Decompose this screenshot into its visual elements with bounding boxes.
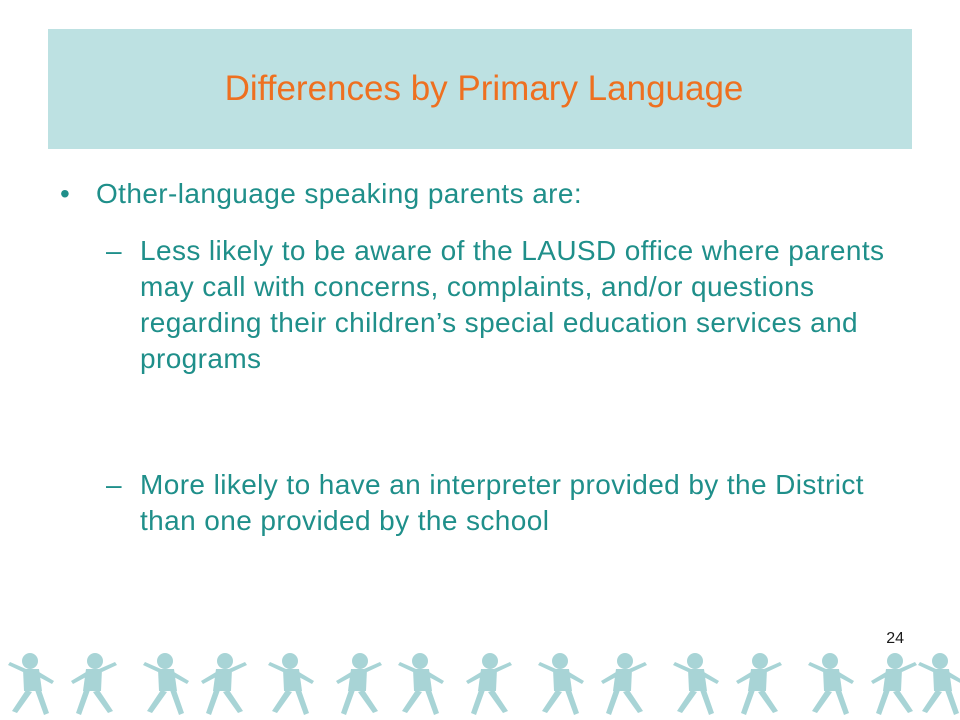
bullet-text: Other-language speaking parents are: xyxy=(96,178,583,209)
child-silhouette xyxy=(201,653,247,715)
sub-bullet-dash: – xyxy=(106,235,122,266)
child-silhouette xyxy=(918,653,960,715)
sub-bullet-dash: – xyxy=(106,469,122,500)
child-silhouette xyxy=(8,653,54,715)
child-silhouette xyxy=(673,653,719,715)
bullet-dot: • xyxy=(60,178,71,209)
child-silhouette xyxy=(336,653,382,715)
sub-bullet-text: Less likely to be aware of the LAUSD office where parents may call with concerns, complaints, and/or questions regarding their children’s special education services and programs xyxy=(140,235,885,374)
child-silhouette xyxy=(398,653,444,715)
children-silhouettes-border xyxy=(0,645,960,720)
child-silhouette xyxy=(808,653,854,715)
child-silhouette xyxy=(143,653,189,715)
sub-bullet-text: More likely to have an interpreter provided by the District than one provided by the school xyxy=(140,469,864,536)
child-silhouette xyxy=(736,653,782,715)
page-number: 24 xyxy=(886,630,904,647)
title-band xyxy=(48,29,912,149)
slide-title: Differences by Primary Language xyxy=(224,69,744,108)
child-silhouette xyxy=(71,653,117,715)
child-silhouette xyxy=(268,653,314,715)
child-silhouette xyxy=(601,653,647,715)
child-silhouette xyxy=(538,653,584,715)
child-silhouette xyxy=(466,653,512,715)
child-silhouette xyxy=(871,653,917,715)
